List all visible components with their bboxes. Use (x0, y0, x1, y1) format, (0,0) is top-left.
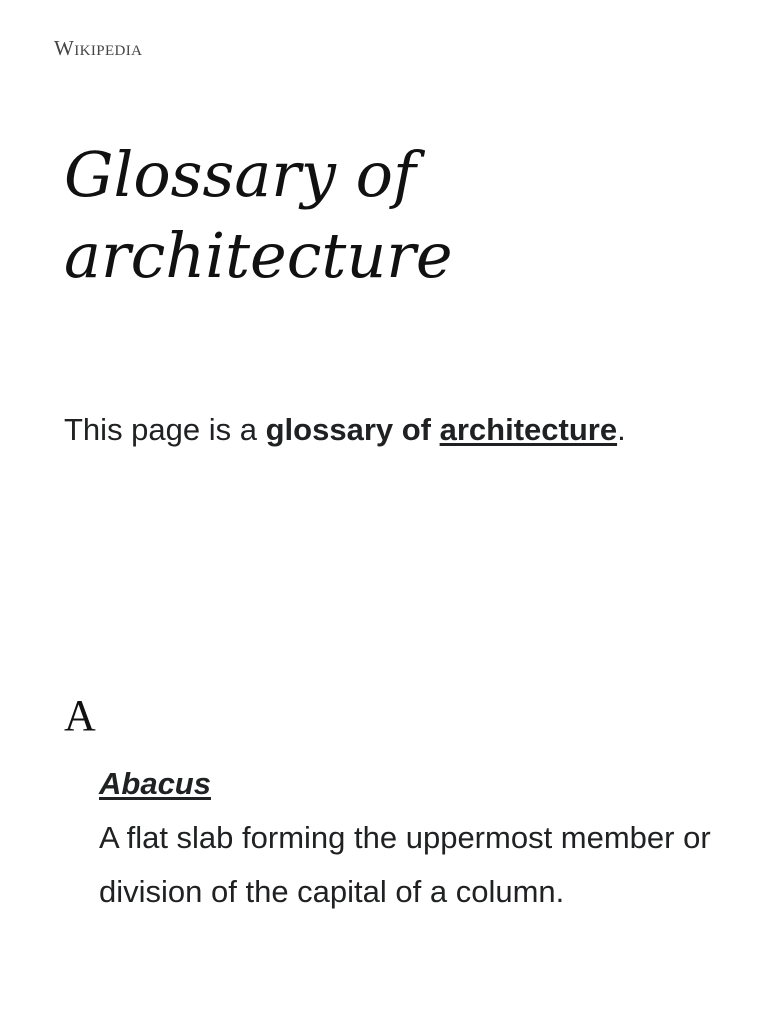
glossary-definition: A flat slab forming the uppermost member or division of the capital of a column. (99, 820, 711, 909)
intro-prefix: This page is a (64, 412, 266, 447)
intro-bold-text: glossary of architecture (265, 412, 618, 447)
intro-paragraph (64, 408, 626, 452)
abacus-link[interactable]: Abacus (99, 766, 211, 801)
glossary-term (99, 764, 211, 804)
section-heading-a: A (64, 691, 96, 740)
page-title: Glossary of architecture (64, 138, 453, 292)
wikipedia-wordmark[interactable]: Wikipedia (54, 36, 143, 60)
intro-suffix: . (617, 412, 626, 447)
architecture-link[interactable]: architecture (439, 412, 618, 447)
